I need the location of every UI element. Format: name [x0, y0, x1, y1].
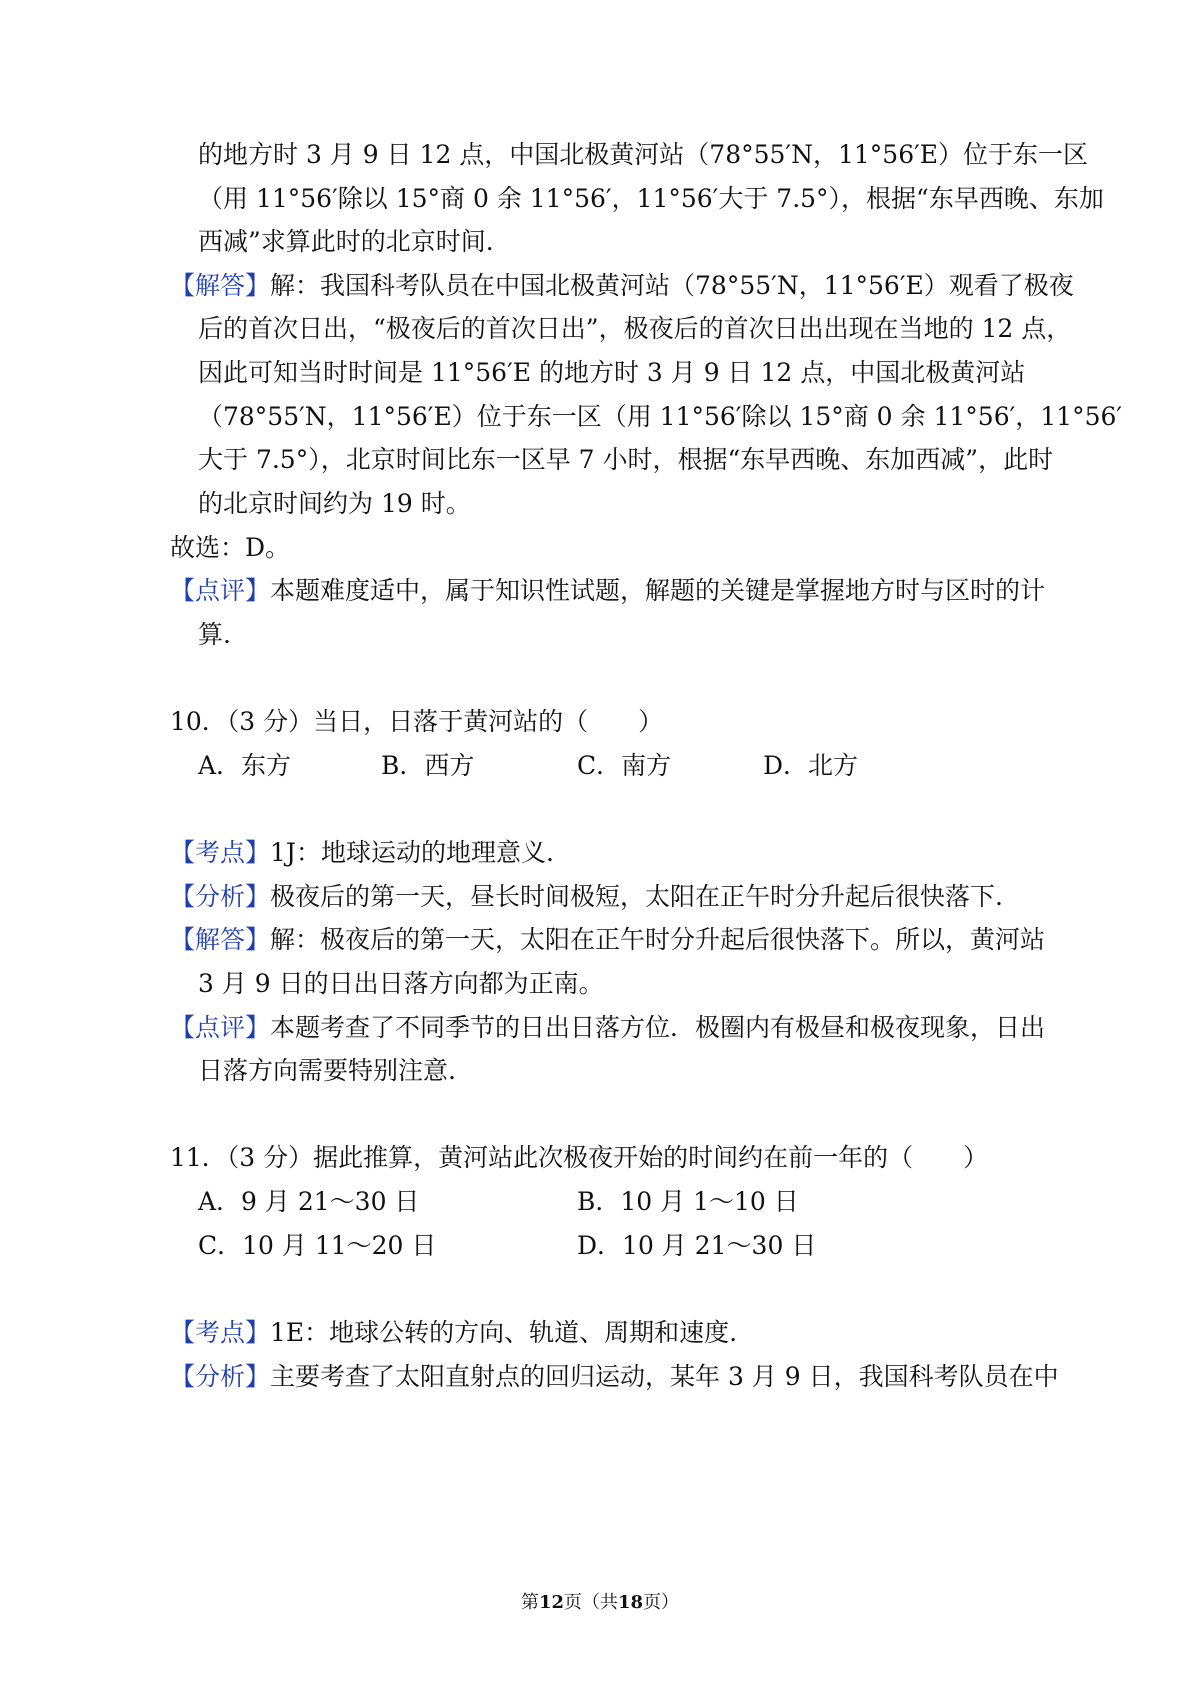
footer-middle: 页（共: [564, 1592, 618, 1613]
q10-option-d: D．北方: [763, 751, 859, 780]
jieda-tag: 【解答】: [170, 925, 271, 954]
comment-text: 本题难度适中，属于知识性试题，解题的关键是掌握地方时与区时的计: [270, 576, 1046, 605]
q10-jieda-line: 3 月 9 日的日出日落方向都为正南。: [198, 969, 604, 998]
answer-tag: 【解答】: [170, 271, 271, 300]
analysis-line: 的地方时 3 月 9 日 12 点，中国北极黄河站（78°55′N，11°56′E）位于东一区: [198, 140, 1089, 169]
answer-choice: 故选：D。: [170, 533, 291, 562]
total-pages: 18: [618, 1592, 644, 1613]
q10-option-a: A．东方: [198, 751, 292, 780]
q10-option-b: B．西方: [381, 751, 475, 780]
analysis-line: （用 11°56′除以 15°商 0 余 11°56′，11°56′大于 7.5°），根据“东早西晚、东加: [198, 184, 1104, 213]
answer-line: 大于 7.5°），北京时间比东一区早 7 小时，根据“东早西晚、东加西减”，此时: [198, 445, 1054, 474]
q10-fenxi: [170, 882, 1003, 912]
answer-line: （78°55′N，11°56′E）位于东一区（用 11°56′除以 15°商 0 余 11°56′，11°56′: [198, 402, 1123, 431]
comment-tag: 【点评】: [170, 576, 271, 605]
fenxi-tag: 【分析】: [170, 1362, 271, 1391]
kaodian-text: 1J：地球运动的地理意义.: [270, 838, 554, 867]
answer-line: 的北京时间约为 19 时。: [198, 489, 471, 518]
q11-option-d: D．10 月 21～30 日: [577, 1231, 817, 1260]
fenxi-tag: 【分析】: [170, 882, 271, 911]
answer-line: 后的首次日出，“极夜后的首次日出”，极夜后的首次日出出现在当地的 12 点，: [198, 314, 1072, 343]
q11-fenxi: [170, 1362, 1059, 1392]
q10-dianping: [170, 1013, 1045, 1043]
q11-kaodian: [170, 1318, 737, 1348]
question-10-stem: 10．（3 分）当日，日落于黄河站的（ ）: [170, 707, 664, 736]
fenxi-text: 极夜后的第一天，昼长时间极短，太阳在正午时分升起后很快落下.: [270, 882, 1003, 911]
page-number: 12: [538, 1592, 564, 1613]
footer-suffix: 页）: [643, 1592, 680, 1613]
kaodian-tag: 【考点】: [170, 1318, 271, 1347]
q10-jieda: [170, 925, 1045, 955]
q10-kaodian: [170, 838, 554, 868]
footer-prefix: 第: [520, 1592, 539, 1613]
answer-text: 解：我国科考队员在中国北极黄河站（78°55′N，11°56′E）观看了极夜: [270, 271, 1074, 300]
q11-option-c: C．10 月 11～20 日: [198, 1231, 437, 1260]
fenxi-text: 主要考查了太阳直射点的回归运动，某年 3 月 9 日，我国科考队员在中: [270, 1362, 1059, 1391]
kaodian-text: 1E：地球公转的方向、轨道、周期和速度.: [270, 1318, 738, 1347]
analysis-line: 西减”求算此时的北京时间.: [198, 227, 494, 256]
q11-option-a: A．9 月 21～30 日: [198, 1187, 420, 1216]
comment-line: 算.: [198, 620, 231, 649]
q10-dianping-line: 日落方向需要特别注意.: [198, 1056, 456, 1085]
dianping-text: 本题考查了不同季节的日出日落方位．极圈内有极昼和极夜现象，日出: [270, 1013, 1046, 1042]
jieda-text: 解：极夜后的第一天，太阳在正午时分升起后很快落下。所以，黄河站: [270, 925, 1046, 954]
dianping-tag: 【点评】: [170, 1013, 271, 1042]
q10-option-c: C．南方: [577, 751, 672, 780]
page-footer: [0, 1591, 1200, 1615]
comment-first-line: [170, 576, 1045, 606]
kaodian-tag: 【考点】: [170, 838, 271, 867]
q11-option-b: B．10 月 1～10 日: [577, 1187, 799, 1216]
answer-line: 因此可知当时时间是 11°56′E 的地方时 3 月 9 日 12 点，中国北极黄河站: [198, 358, 1026, 387]
answer-first-line: [170, 271, 1074, 301]
question-11-stem: 11．（3 分）据此推算，黄河站此次极夜开始的时间约在前一年的（ ）: [170, 1143, 989, 1172]
